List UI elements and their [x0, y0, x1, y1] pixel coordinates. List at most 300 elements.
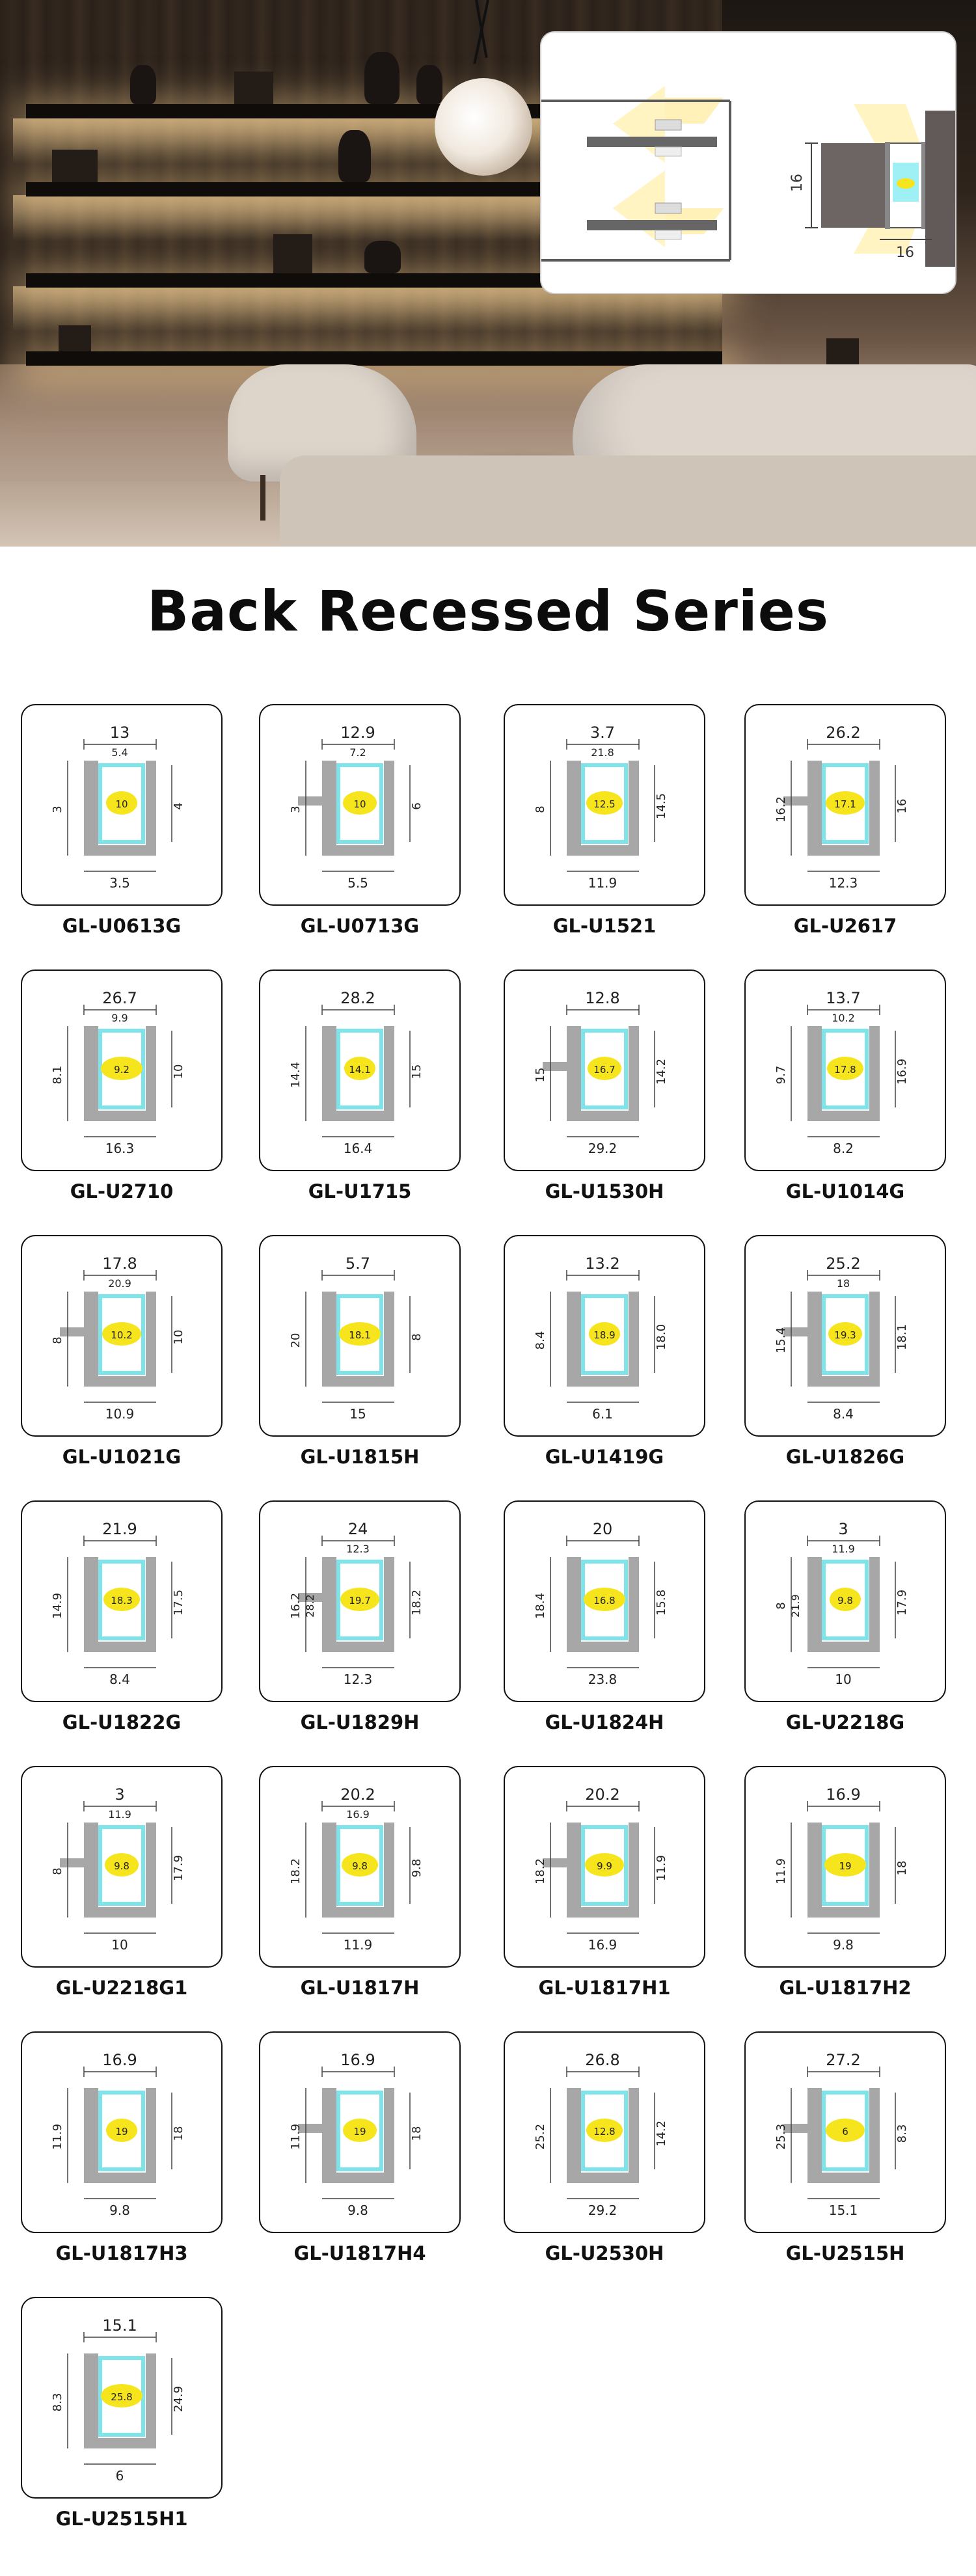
- dimension-label: 11.9: [832, 1543, 855, 1555]
- dimension-label: 20.9: [108, 1277, 131, 1290]
- product-card[interactable]: [744, 1500, 946, 1748]
- dimension-label: 18: [172, 2126, 185, 2141]
- dimension-label: 17.8: [834, 1064, 856, 1076]
- profile-wall: [629, 1292, 639, 1387]
- dimension-label: 5.7: [345, 1254, 371, 1273]
- decor-vase: [130, 65, 156, 104]
- product-model-label: GL-U1824H: [545, 1711, 664, 1733]
- profile-wall: [384, 1823, 394, 1918]
- profile-base: [322, 1111, 394, 1121]
- profile-cross-section: [505, 2033, 704, 2232]
- profile-wall: [384, 2088, 394, 2183]
- product-drawing-frame: [744, 1766, 946, 1968]
- profile-wall: [84, 1557, 98, 1648]
- dimension-label: 3: [51, 806, 64, 813]
- profile-cross-section: [505, 1767, 704, 1966]
- profile-wall: [384, 1557, 394, 1652]
- profile-cross-section: [746, 705, 945, 904]
- dimension-label: 19: [115, 2126, 128, 2137]
- dimension-label: 9.8: [352, 1860, 368, 1872]
- product-card[interactable]: [504, 2031, 705, 2279]
- profile-cross-section: [22, 1767, 221, 1966]
- profile-wall: [146, 2088, 156, 2183]
- dimension-label: 10.9: [105, 1406, 135, 1422]
- profile-base: [807, 1111, 879, 1121]
- profile-wall: [84, 2353, 98, 2445]
- dimension-label: 21.9: [789, 1594, 802, 1618]
- profile-wall: [146, 1292, 156, 1387]
- profile-base: [84, 1376, 156, 1387]
- decor-books: [234, 72, 273, 104]
- product-model-label: GL-U1419G: [545, 1446, 664, 1468]
- profile-cross-section: [22, 2033, 221, 2232]
- profile-wall: [869, 1292, 880, 1387]
- dimension-label: 8.2: [833, 1141, 854, 1156]
- product-model-label: GL-U1817H4: [293, 2242, 426, 2264]
- decor-vase: [416, 65, 442, 104]
- profile-wall: [84, 2088, 98, 2179]
- sofa-front: [280, 455, 976, 547]
- dimension-label: 25.3: [774, 2123, 788, 2150]
- product-card[interactable]: [21, 2031, 223, 2279]
- dimension-label: 9.2: [114, 1064, 129, 1076]
- product-card[interactable]: [259, 1235, 461, 1482]
- dimension-label: 17.9: [172, 1854, 185, 1882]
- dimension-label: 18.1: [895, 1323, 909, 1351]
- product-card[interactable]: [744, 969, 946, 1217]
- profile-wall: [84, 1026, 98, 1117]
- decor-books: [52, 150, 98, 182]
- profile-wall: [146, 1026, 156, 1121]
- profile-cross-section: [260, 1502, 459, 1701]
- dimension-label: 16.9: [102, 2051, 137, 2069]
- product-drawing-frame: [504, 1766, 705, 1968]
- product-model-label: GL-U1822G: [62, 1711, 182, 1733]
- product-drawing-frame: [21, 1235, 223, 1437]
- dimension-label: 8.4: [109, 1672, 130, 1687]
- profile-base: [567, 845, 638, 856]
- dimension-label: 10: [835, 1672, 852, 1687]
- product-drawing-frame: [21, 1500, 223, 1702]
- profile-base: [84, 2173, 156, 2183]
- dimension-label: 16.9: [588, 1937, 617, 1953]
- dimension-label: 16: [895, 798, 909, 814]
- product-model-label: GL-U2515H: [785, 2242, 905, 2264]
- product-drawing-frame: [744, 1500, 946, 1702]
- profile-base: [567, 1907, 638, 1918]
- mounting-fin: [60, 1858, 85, 1867]
- dimension-label: 29.2: [588, 1141, 617, 1156]
- dimension-label: 21.9: [102, 1520, 137, 1538]
- dimension-label: 24.9: [172, 2385, 185, 2413]
- series-title: Back Recessed Series: [146, 579, 830, 644]
- product-drawing-frame: [259, 1500, 461, 1702]
- product-drawing-frame: [21, 969, 223, 1171]
- dimension-label: 14.2: [655, 2120, 668, 2147]
- profile-wall: [567, 1292, 581, 1383]
- profile-wall: [322, 1026, 336, 1117]
- product-card[interactable]: [744, 1235, 946, 1482]
- install-dim-height: 16: [789, 174, 806, 192]
- dimension-label: 16.9: [346, 1808, 370, 1821]
- dimension-label: 10: [172, 1064, 185, 1079]
- decor-vase: [364, 52, 400, 104]
- dimension-label: 11.9: [655, 1854, 668, 1882]
- dimension-label: 9.8: [833, 1937, 854, 1953]
- product-model-label: GL-U0613G: [62, 915, 182, 937]
- product-card[interactable]: [504, 1500, 705, 1748]
- dimension-label: 11.9: [774, 1858, 788, 1885]
- dimension-label: 18.2: [289, 1858, 303, 1885]
- profile-wall: [84, 1823, 98, 1914]
- product-model-label: GL-U2515H1: [55, 2508, 188, 2530]
- product-model-label: GL-U1021G: [62, 1446, 182, 1468]
- profile-base: [567, 1111, 638, 1121]
- dimension-label: 6: [115, 2468, 124, 2484]
- dimension-label: 14.5: [655, 793, 668, 820]
- dimension-label: 12.3: [343, 1672, 373, 1687]
- profile-cross-section: [505, 971, 704, 1170]
- profile-cross-section: [746, 2033, 945, 2232]
- profile-wall: [807, 1026, 822, 1117]
- dimension-label: 26.7: [102, 989, 137, 1007]
- dimension-label: 8.4: [833, 1406, 854, 1422]
- decor-vase: [364, 241, 401, 273]
- dimension-label: 10: [115, 798, 128, 810]
- dimension-label: 9.8: [410, 1858, 424, 1878]
- dimension-label: 16.9: [340, 2051, 375, 2069]
- profile-wall: [322, 761, 336, 852]
- product-drawing-frame: [504, 704, 705, 906]
- product-card[interactable]: [744, 1766, 946, 2013]
- profile-wall: [567, 1823, 581, 1914]
- profile-wall: [322, 2088, 336, 2179]
- product-card[interactable]: [21, 1235, 223, 1482]
- profile-cross-section: [260, 2033, 459, 2232]
- decor-books: [59, 325, 91, 351]
- decor-frame: [826, 338, 859, 364]
- dimension-label: 10.2: [832, 1012, 855, 1024]
- profile-base: [807, 1376, 879, 1387]
- dimension-label: 8: [51, 1336, 64, 1344]
- dimension-label: 25.8: [111, 2391, 133, 2403]
- product-card[interactable]: [21, 704, 223, 951]
- dimension-label: 12.8: [593, 2126, 616, 2137]
- product-model-label: GL-U1829H: [300, 1711, 420, 1733]
- profile-cross-section: [746, 1502, 945, 1701]
- profile-base: [84, 845, 156, 856]
- product-card[interactable]: [259, 1500, 461, 1748]
- profile-wall: [629, 1557, 639, 1652]
- dimension-label: 9.8: [347, 2203, 368, 2218]
- dimension-label: 16.9: [895, 1058, 909, 1085]
- profile-wall: [146, 761, 156, 856]
- dimension-label: 15.4: [774, 1327, 788, 1354]
- dimension-label: 15: [349, 1406, 366, 1422]
- profile-cross-section: [505, 705, 704, 904]
- installation-drawing-card: [540, 31, 956, 294]
- profile-wall: [146, 1557, 156, 1652]
- profile-cross-section: [260, 1236, 459, 1435]
- dimension-label: 9.8: [109, 2203, 130, 2218]
- profile-cross-section: [746, 1236, 945, 1435]
- product-drawing-frame: [744, 969, 946, 1171]
- profile-cross-section: [260, 971, 459, 1170]
- dimension-label: 14.4: [289, 1061, 303, 1089]
- product-card[interactable]: [259, 704, 461, 951]
- profile-wall: [384, 1026, 394, 1121]
- dimension-label: 8: [410, 1333, 424, 1341]
- product-model-label: GL-U2218G: [785, 1711, 905, 1733]
- profile-wall: [869, 1026, 880, 1121]
- profile-wall: [629, 2088, 639, 2183]
- profile-wall: [567, 1557, 581, 1648]
- dimension-label: 8: [51, 1867, 64, 1875]
- product-drawing-frame: [744, 1235, 946, 1437]
- dimension-label: 15.8: [655, 1589, 668, 1616]
- dimension-label: 29.2: [588, 2203, 617, 2218]
- product-model-label: GL-U2617: [793, 915, 897, 937]
- dimension-label: 17.5: [172, 1589, 185, 1616]
- profile-wall: [84, 1292, 98, 1383]
- product-card[interactable]: [744, 704, 946, 951]
- dimension-label: 20: [289, 1333, 303, 1348]
- dimension-label: 9.9: [597, 1860, 612, 1872]
- product-drawing-frame: [21, 2031, 223, 2233]
- dimension-label: 18.2: [410, 1589, 424, 1616]
- profile-base: [567, 1642, 638, 1652]
- product-model-label: GL-U1826G: [785, 1446, 905, 1468]
- product-card[interactable]: [259, 969, 461, 1217]
- profile-base: [322, 1907, 394, 1918]
- profile-wall: [384, 761, 394, 856]
- dimension-label: 18.2: [534, 1858, 547, 1885]
- profile-wall: [807, 761, 822, 852]
- dimension-label: 12.3: [828, 875, 858, 891]
- dimension-label: 10: [172, 1329, 185, 1345]
- product-model-label: GL-U1817H3: [55, 2242, 188, 2264]
- product-model-label: GL-U1817H: [300, 1977, 420, 1999]
- profile-cross-section: [22, 705, 221, 904]
- product-model-label: GL-U0713G: [300, 915, 420, 937]
- dimension-label: 16.2: [774, 796, 788, 823]
- profile-cross-section: [505, 1502, 704, 1701]
- dimension-label: 9.8: [837, 1595, 853, 1607]
- product-card[interactable]: [21, 2297, 223, 2544]
- profile-base: [807, 845, 879, 856]
- product-drawing-frame: [259, 1766, 461, 1968]
- product-drawing-frame: [744, 2031, 946, 2233]
- profile-wall: [146, 2353, 156, 2448]
- dimension-label: 23.8: [588, 1672, 617, 1687]
- dimension-label: 18.1: [349, 1329, 371, 1341]
- dimension-label: 16.2: [289, 1592, 303, 1620]
- dimension-label: 18: [836, 1277, 850, 1290]
- dimension-label: 9.8: [114, 1860, 129, 1872]
- product-drawing-frame: [504, 1235, 705, 1437]
- dimension-label: 4: [172, 802, 185, 810]
- profile-wall: [84, 761, 98, 852]
- dimension-label: 3.5: [109, 875, 130, 891]
- dimension-label: 24: [347, 1520, 368, 1538]
- chair-leg: [260, 475, 265, 521]
- dimension-label: 25.2: [826, 1254, 861, 1273]
- profile-wall: [567, 761, 581, 852]
- profile-wall: [869, 1823, 880, 1918]
- profile-cross-section: [260, 705, 459, 904]
- product-model-label: GL-U1817H2: [779, 1977, 912, 1999]
- dimension-label: 17.1: [834, 798, 856, 810]
- product-card[interactable]: [504, 969, 705, 1217]
- product-card[interactable]: [21, 1766, 223, 2013]
- dimension-label: 7.2: [349, 746, 366, 759]
- profile-base: [322, 1642, 394, 1652]
- wall-shelf: [26, 351, 722, 366]
- dimension-label: 17.9: [895, 1589, 909, 1616]
- profile-base: [567, 1376, 638, 1387]
- profile-wall: [807, 2088, 822, 2179]
- profile-base: [807, 1642, 879, 1652]
- product-model-label: GL-U1530H: [545, 1180, 664, 1202]
- product-drawing-frame: [21, 1766, 223, 1968]
- dimension-label: 8.3: [51, 2393, 64, 2412]
- dimension-label: 12.5: [593, 798, 616, 810]
- dimension-label: 20.2: [585, 1785, 620, 1804]
- dimension-label: 11.9: [343, 1937, 373, 1953]
- installation-diagram: [541, 33, 955, 293]
- profile-cross-section: [22, 1502, 221, 1701]
- dimension-label: 16.4: [343, 1141, 373, 1156]
- product-drawing-frame: [259, 969, 461, 1171]
- dimension-label: 5.4: [111, 746, 128, 759]
- profile-cross-section: [746, 971, 945, 1170]
- dimension-label: 13: [109, 724, 130, 742]
- profile-cross-section: [505, 1236, 704, 1435]
- dimension-label: 18: [895, 1860, 909, 1876]
- product-model-label: GL-U1014G: [785, 1180, 905, 1202]
- profile-base: [807, 1907, 879, 1918]
- profile-cross-section: [22, 971, 221, 1170]
- product-card[interactable]: [504, 1766, 705, 2013]
- product-card[interactable]: [259, 2031, 461, 2279]
- dimension-label: 3: [838, 1520, 848, 1538]
- hero-interior-photo: [0, 0, 976, 547]
- product-drawing-frame: [21, 704, 223, 906]
- product-drawing-frame: [259, 704, 461, 906]
- dimension-label: 3: [115, 1785, 125, 1804]
- profile-wall: [384, 1292, 394, 1387]
- product-drawing-frame: [259, 2031, 461, 2233]
- dimension-label: 18.4: [534, 1592, 547, 1620]
- dimension-label: 19: [839, 1860, 852, 1872]
- profile-wall: [629, 1026, 639, 1121]
- product-card[interactable]: [744, 2031, 946, 2279]
- install-dim-width: 16: [896, 245, 914, 261]
- dimension-label: 26.2: [826, 724, 861, 742]
- dimension-label: 11.9: [588, 875, 617, 891]
- dimension-label: 11.9: [108, 1808, 131, 1821]
- decor-vase: [338, 130, 371, 182]
- dimension-label: 3: [289, 806, 303, 813]
- dimension-label: 6: [410, 802, 424, 810]
- profile-base: [322, 1376, 394, 1387]
- dimension-label: 28.2: [340, 989, 375, 1007]
- profile-base: [84, 1111, 156, 1121]
- product-card[interactable]: [504, 704, 705, 951]
- dimension-label: 18.3: [111, 1595, 133, 1607]
- dimension-label: 16.7: [593, 1064, 616, 1076]
- dimension-label: 18.0: [655, 1323, 668, 1351]
- dimension-label: 16.9: [826, 1785, 861, 1804]
- dimension-label: 15: [534, 1067, 547, 1083]
- profile-base: [84, 1642, 156, 1652]
- profile-wall: [322, 1292, 336, 1383]
- profile-base: [567, 2173, 638, 2183]
- profile-base: [84, 2438, 156, 2448]
- dimension-label: 12.8: [585, 989, 620, 1007]
- dimension-label: 19.3: [834, 1329, 856, 1341]
- product-drawing-frame: [259, 1235, 461, 1437]
- profile-wall: [807, 1292, 822, 1383]
- dimension-label: 20: [592, 1520, 613, 1538]
- product-model-label: GL-U1817H1: [538, 1977, 671, 1999]
- product-model-label: GL-U2530H: [545, 2242, 664, 2264]
- product-card[interactable]: [259, 1766, 461, 2013]
- decor-books: [273, 234, 312, 273]
- dimension-label: 26.8: [585, 2051, 620, 2069]
- dimension-label: 8.1: [51, 1065, 64, 1085]
- dimension-label: 10: [111, 1937, 128, 1953]
- dimension-label: 6: [842, 2126, 848, 2137]
- dimension-label: 12.9: [340, 724, 375, 742]
- profile-wall: [807, 1823, 822, 1914]
- dimension-label: 19: [353, 2126, 366, 2137]
- profile-base: [322, 845, 394, 856]
- product-drawing-frame: [744, 704, 946, 906]
- product-card[interactable]: [504, 1235, 705, 1482]
- dimension-label: 8: [534, 806, 547, 813]
- dimension-label: 16.8: [593, 1595, 616, 1607]
- product-model-label: GL-U1715: [308, 1180, 412, 1202]
- dimension-label: 14.2: [655, 1058, 668, 1085]
- dimension-label: 14.1: [349, 1064, 371, 1076]
- dimension-label: 15: [410, 1064, 424, 1079]
- dimension-label: 21.8: [591, 746, 614, 759]
- dimension-label: 16.3: [105, 1141, 135, 1156]
- product-card[interactable]: [21, 969, 223, 1217]
- product-model-label: GL-U2710: [70, 1180, 174, 1202]
- product-card[interactable]: [21, 1500, 223, 1748]
- dimension-label: 8.3: [895, 2124, 909, 2143]
- dimension-label: 3.7: [590, 724, 616, 742]
- dimension-label: 28.2: [304, 1594, 316, 1618]
- profile-cross-section: [746, 1767, 945, 1966]
- dimension-label: 18.9: [593, 1329, 616, 1341]
- dimension-label: 5.5: [347, 875, 368, 891]
- product-model-label: GL-U1815H: [300, 1446, 420, 1468]
- dimension-label: 6.1: [592, 1406, 613, 1422]
- product-model-label: GL-U2218G1: [55, 1977, 188, 1999]
- profile-wall: [322, 1557, 336, 1648]
- dimension-label: 11.9: [51, 2123, 64, 2150]
- dimension-label: 25.2: [534, 2123, 547, 2150]
- dimension-label: 10.2: [111, 1329, 133, 1341]
- dimension-label: 9.7: [774, 1065, 788, 1085]
- dimension-label: 19.7: [349, 1595, 371, 1607]
- profile-cross-section: [22, 2298, 221, 2497]
- profile-wall: [146, 1823, 156, 1918]
- profile-base: [807, 2173, 879, 2183]
